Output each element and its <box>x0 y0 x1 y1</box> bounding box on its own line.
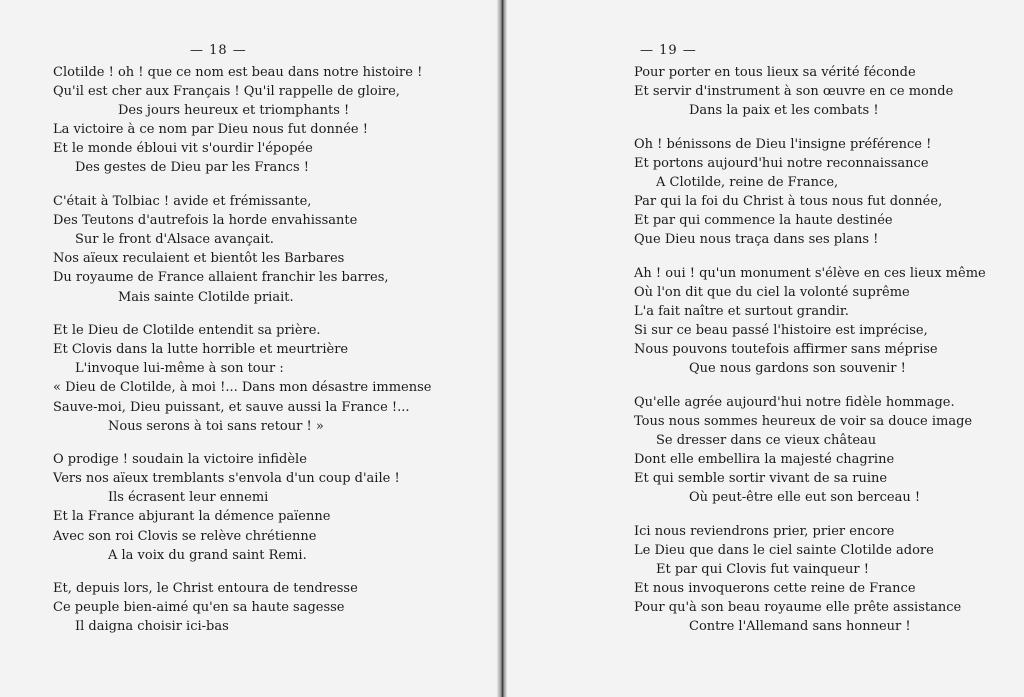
verse-line: Tous nous sommes heureux de voir sa douce image <box>634 414 973 429</box>
stanza <box>53 450 431 565</box>
verse-line: Que Dieu nous traça dans ses plans ! <box>634 232 879 248</box>
stanza <box>53 321 431 436</box>
verse-line: Si sur ce beau passé l'histoire est imprécise, <box>634 323 928 339</box>
verse-line: Oh ! bénissons de Dieu l'insigne préférence ! <box>634 136 932 152</box>
verse-line: O prodige ! soudain la victoire infidèle <box>53 452 307 468</box>
stanza <box>53 192 431 307</box>
verse-line: C'était à Tolbiac ! avide et frémissante, <box>53 194 312 210</box>
stanza <box>634 135 986 250</box>
verse-line: Et, depuis lors, le Christ entoura de tendresse <box>53 581 358 597</box>
book-gutter <box>497 0 507 697</box>
verse-line: Et nous invoquerons cette reine de France <box>634 581 916 597</box>
verse-line: « Dieu de Clotilde, à moi !... Dans mon désastre immense <box>53 380 432 396</box>
verse-line: Où peut-être elle eut son berceau ! <box>689 490 921 506</box>
verse-line: Pour qu'à son beau royaume elle prête assistance <box>634 600 962 616</box>
verse-line: Et le monde ébloui vit s'ourdir l'épopée <box>53 141 313 157</box>
verse-line: La victoire à ce nom par Dieu nous fut donnée ! <box>53 122 368 138</box>
right-page-number: — 19 — <box>640 43 697 58</box>
verse-line: Des jours heureux et triomphants ! <box>118 103 350 119</box>
verse-line: Et le Dieu de Clotilde entendit sa prière. <box>53 323 321 339</box>
verse-line: Et servir d'instrument à son œuvre en ce monde <box>634 84 954 100</box>
verse-line: Mais sainte Clotilde priait. <box>118 289 294 305</box>
verse-line: Sauve-moi, Dieu puissant, et sauve aussi la France !... <box>53 399 410 415</box>
verse-line: Se dresser dans ce vieux château <box>656 433 877 449</box>
verse-line: L'invoque lui-même à son tour : <box>75 361 284 377</box>
verse-line: Où l'on dit que du ciel la volonté suprême <box>634 284 910 300</box>
verse-line: Dont elle embellira la majesté chagrine <box>634 452 895 468</box>
stanza <box>634 522 986 637</box>
verse-line: Avec son roi Clovis se relève chrétienne <box>53 528 317 544</box>
left-poem <box>53 63 431 651</box>
verse-line: L'a fait naître et surtout grandir. <box>634 304 849 320</box>
left-page-number: — 18 — <box>190 43 247 58</box>
verse-line: Il daigna choisir ici-bas <box>75 619 229 635</box>
verse-line: Et qui semble sortir vivant de sa ruine <box>634 471 888 487</box>
verse-line: Que nous gardons son souvenir ! <box>689 361 906 377</box>
verse-line: Ici nous reviendrons prier, prier encore <box>634 523 895 539</box>
stanza <box>53 63 431 178</box>
stanza <box>634 264 986 379</box>
verse-line: Ah ! oui ! qu'un monument s'élève en ces lieux même <box>634 265 986 281</box>
verse-line: Nos aïeux reculaient et bientôt les Barbares <box>53 251 345 267</box>
verse-line: Ce peuple bien-aimé qu'en sa haute sagesse <box>53 600 345 616</box>
verse-line: Pour porter en tous lieux sa vérité féconde <box>634 65 916 80</box>
verse-line: Qu'il est cher aux Français ! Qu'il rappelle de gloire, <box>53 84 400 100</box>
verse-line: Contre l'Allemand sans honneur ! <box>689 619 911 635</box>
verse-line: Des Teutons d'autrefois la horde envahissante <box>53 213 358 229</box>
verse-line: Et Clovis dans la lutte horrible et meurtrière <box>53 342 349 358</box>
verse-line: Des gestes de Dieu par les Francs ! <box>75 160 309 176</box>
verse-line: Vers nos aïeux tremblants s'envola d'un coup d'aile ! <box>53 471 400 487</box>
left-page <box>0 0 503 697</box>
verse-line: Du royaume de France allaient franchir les barres, <box>53 270 389 286</box>
verse-line: Par qui la foi du Christ à tous nous fut donnée, <box>634 194 943 210</box>
verse-line: Et par qui Clovis fut vainqueur ! <box>656 562 869 578</box>
verse-line: A la voix du grand saint Remi. <box>108 547 307 563</box>
verse-line: Sur le front d'Alsace avançait. <box>75 232 274 248</box>
stanza <box>53 579 431 636</box>
verse-line: Dans la paix et les combats ! <box>689 103 879 119</box>
stanza <box>634 393 986 508</box>
verse-line: Ils écrasent leur ennemi <box>108 490 269 506</box>
verse-line: Qu'elle agrée aujourd'hui notre fidèle hommage. <box>634 394 955 410</box>
right-poem <box>634 63 986 651</box>
verse-line: Nous pouvons toutefois affirmer sans méprise <box>634 342 938 358</box>
verse-line: Nous serons à toi sans retour ! » <box>108 418 324 434</box>
verse-line: Et portons aujourd'hui notre reconnaissance <box>634 155 929 171</box>
verse-line: Clotilde ! oh ! que ce nom est beau dans notre histoire ! <box>53 65 423 80</box>
verse-line: Le Dieu que dans le ciel sainte Clotilde adore <box>634 543 934 559</box>
stanza <box>634 63 986 120</box>
verse-line: Et par qui commence la haute destinée <box>634 213 893 229</box>
right-page <box>503 0 1024 697</box>
verse-line: A Clotilde, reine de France, <box>656 174 839 190</box>
verse-line: Et la France abjurant la démence païenne <box>53 509 331 525</box>
